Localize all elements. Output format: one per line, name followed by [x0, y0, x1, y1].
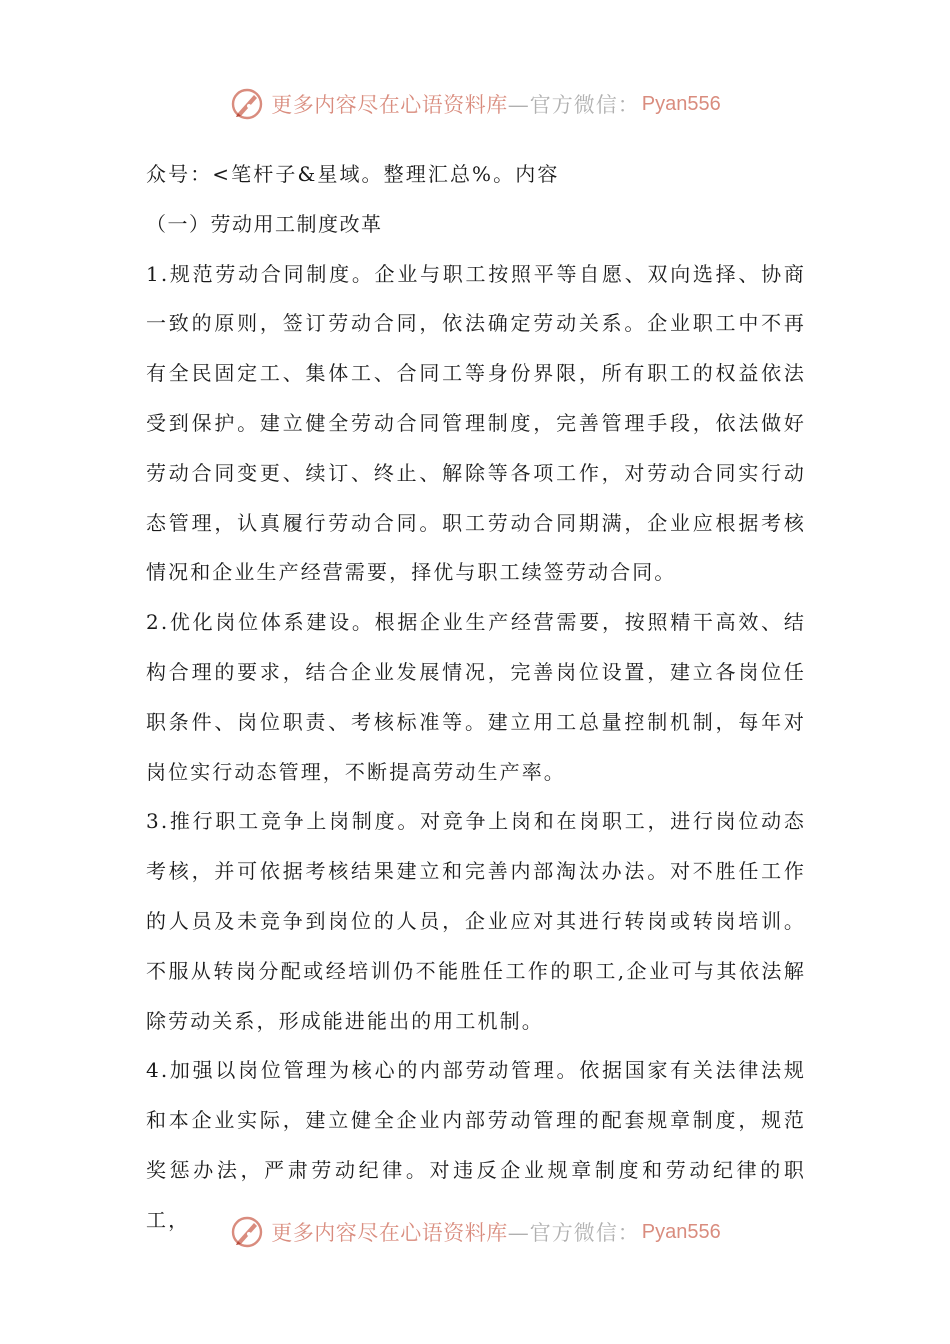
footer-banner — [0, 1210, 950, 1254]
pen-logo-icon — [229, 1214, 265, 1250]
paragraph-4: 4.加强以岗位管理为核心的内部劳动管理。依据国家有关法律法规和本企业实际，建立健全企业内部劳动管理的配套规章制度，规范奖惩办法，严肃劳动纪律。对违反企业规章制度和劳动纪律的职工， — [146, 1058, 806, 1232]
banner-sub-text: —官方微信： — [507, 1221, 640, 1245]
banner-wechat-id: Pyan556 — [641, 92, 721, 115]
paragraph-3: 3.推行职工竞争上岗制度。对竞争上岗和在岗职工，进行岗位动态考核，并可依据考核结果建立和完善内部淘汰办法。对不胜任工作的人员及未竞争到岗位的人员，企业应对其进行转岗或转岗培训。不服从转岗分配或经培训仍不能胜任工作的职工,企业可与其依法解除劳动关系，形成能进能出的用工机制。 — [146, 809, 806, 1033]
banner-main-text: 更多内容尽在心语资料库 — [271, 1221, 508, 1245]
paragraph-1: 1.规范劳动合同制度。企业与职工按照平等自愿、双向选择、协商一致的原则，签订劳动合同，依法确定劳动关系。企业职工中不再有全民固定工、集体工、合同工等身份界限，所有职工的权益依法受到保护。建立健全劳动合同管理制度，完善管理手段，依法做好劳动合同变更、续订、终止、解除等各项工作，对劳动合同实行动态管理，认真履行劳动合同。职工劳动合同期满，企业应根据考核情况和企业生产经营需要，择优与职工续签劳动合同。 — [146, 261, 806, 585]
banner-wechat-id: Pyan556 — [641, 1220, 721, 1243]
header-banner — [0, 82, 950, 126]
pen-logo-icon — [229, 86, 265, 122]
paragraph-2: 2.优化岗位体系建设。根据企业生产经营需要，按照精干高效、结构合理的要求，结合企业发展情况，完善岗位设置，建立各岗位任职条件、岗位职责、考核标准等。建立用工总量控制机制，每年对岗位实行动态管理，不断提高劳动生产率。 — [146, 610, 806, 784]
banner-sub-text: —官方微信： — [507, 93, 640, 117]
intro-line: 众号：<笔杆子&星域。整理汇总%。内容 — [146, 162, 560, 186]
banner-main-text: 更多内容尽在心语资料库 — [271, 93, 508, 117]
document-body — [146, 150, 806, 1246]
section-heading: （一）劳动用工制度改革 — [146, 211, 383, 236]
